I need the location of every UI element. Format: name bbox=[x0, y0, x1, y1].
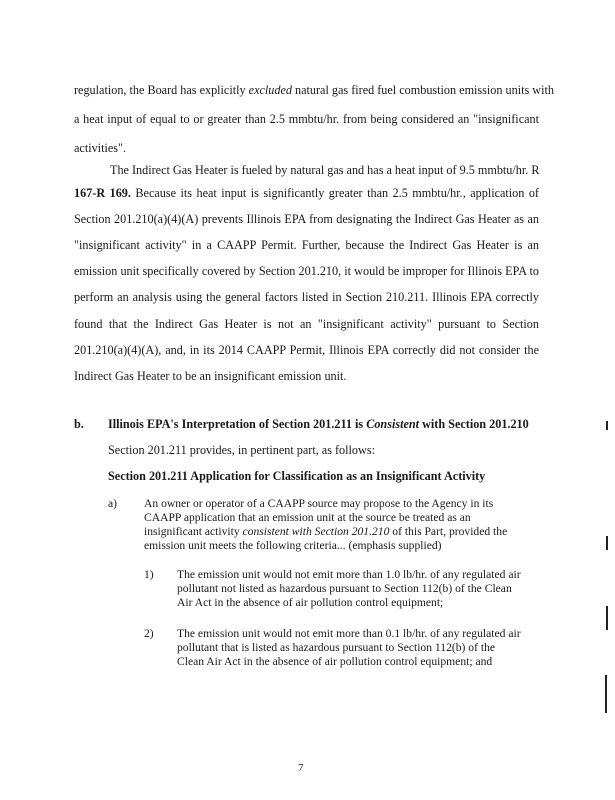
item-1-line-3: Air Act in the absence of air pollution control equipment; bbox=[177, 596, 444, 609]
para2-line-7: found that the Indirect Gas Heater is not an "insignificant activity" pursuant to Section bbox=[74, 317, 539, 331]
scan-edge-mark bbox=[606, 606, 608, 630]
item-a-line-4: emission unit meets the following criteria... (emphasis supplied) bbox=[144, 539, 442, 552]
section-marker: b. bbox=[74, 417, 84, 431]
para2-line-4: "insignificant activity" in a CAAPP Permit. Further, because the Indirect Gas Heater is an bbox=[74, 238, 539, 252]
scan-edge-mark bbox=[606, 536, 608, 550]
item-a-marker: a) bbox=[108, 497, 118, 510]
item-2-line-3: Clean Air Act in the absence of air pollution control equipment; and bbox=[177, 655, 493, 668]
item-2-line-1: The emission unit would not emit more than 0.1 lb/hr. of any regulated air bbox=[177, 627, 521, 640]
para1-line-2: a heat input of equal to or greater than 2.5 mmbtu/hr. from being considered an "insignificant bbox=[74, 112, 539, 126]
para2-line-2: 167-R 169. Because its heat input is significantly greater than 2.5 mmbtu/hr., application of bbox=[74, 186, 539, 200]
item-a-line-2: CAAPP application that an emission unit at the source be treated as an bbox=[144, 511, 471, 524]
para1-line-3: activities". bbox=[74, 141, 127, 155]
item-a-line-1: An owner or operator of a CAAPP source may propose to the Agency in its bbox=[144, 497, 494, 510]
item-1-marker: 1) bbox=[144, 568, 154, 581]
quote-heading: Section 201.211 Application for Classification as an Insignificant Activity bbox=[108, 469, 486, 483]
record-citation: 167-R 169. bbox=[74, 186, 131, 200]
item-1-line-1: The emission unit would not emit more than 1.0 lb/hr. of any regulated air bbox=[177, 568, 521, 581]
scan-edge-mark bbox=[606, 421, 608, 430]
section-heading: Illinois EPA's Interpretation of Section 201.211 is Consistent with Section 201.210 bbox=[108, 417, 529, 431]
emphasis-consistent: Consistent bbox=[366, 417, 420, 431]
para2-line-3: Section 201.210(a)(4)(A) prevents Illinois EPA from designating the Indirect Gas Heater as an bbox=[74, 212, 539, 226]
para2-line-1: The Indirect Gas Heater is fueled by natural gas and has a heat input of 9.5 mmbtu/hr. R bbox=[110, 163, 540, 177]
item-2-line-2: pollutant that is listed as hazardous pursuant to Section 112(b) of the bbox=[177, 641, 496, 654]
item-a-line-3: insignificant activity consistent with Section 201.210 of this Part, provided the bbox=[144, 525, 508, 538]
intro-text: Section 201.211 provides, in pertinent part, as follows: bbox=[108, 443, 375, 457]
scan-edge-mark bbox=[605, 675, 607, 713]
emphasis-excluded: excluded bbox=[248, 83, 292, 97]
para2-line-9: Indirect Gas Heater to be an insignificant emission unit. bbox=[74, 369, 347, 383]
item-2-marker: 2) bbox=[144, 627, 154, 640]
emphasis-consistent-with: consistent with Section 201.210 bbox=[242, 525, 390, 538]
para1-line-1: regulation, the Board has explicitly excluded natural gas fired fuel combustion emission units with bbox=[74, 83, 554, 97]
para2-line-5: emission unit specifically covered by Section 201.210, it would be improper for Illinois EPA to bbox=[74, 264, 539, 278]
para2-line-6: perform an analysis using the general factors listed in Section 210.211. Illinois EPA correctly bbox=[74, 290, 539, 304]
item-1-line-2: pollutant not listed as hazardous pursuant to Section 112(b) of the Clean bbox=[177, 582, 512, 595]
page-number: 7 bbox=[298, 762, 304, 774]
para2-line-8: 201.210(a)(4)(A), and, in its 2014 CAAPP Permit, Illinois EPA correctly did not consider the bbox=[74, 343, 539, 357]
